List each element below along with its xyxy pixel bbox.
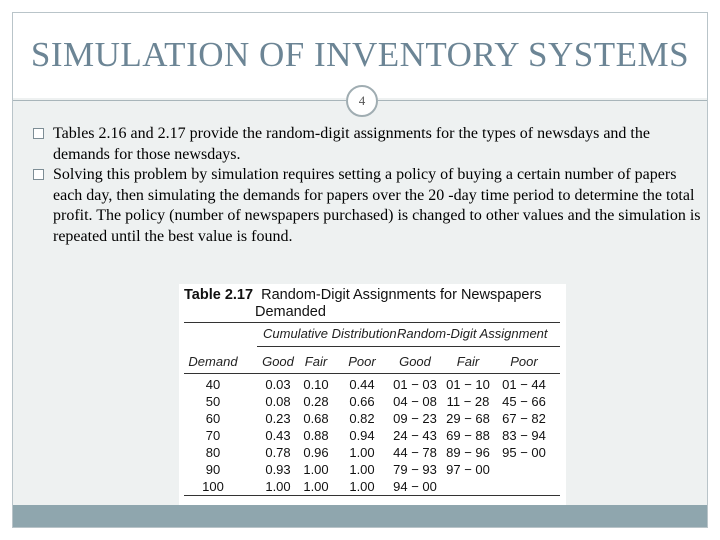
table-cell: 90 xyxy=(205,462,221,477)
slide-title: SIMULATION OF INVENTORY SYSTEMS xyxy=(30,35,690,74)
column-header: Good xyxy=(262,354,294,369)
title-divider-right xyxy=(378,100,707,101)
table-cell: 0.28 xyxy=(303,394,329,409)
table-cell: 24 − 43 xyxy=(393,428,437,443)
table-cell: 1.00 xyxy=(349,445,375,460)
table-cell: 0.88 xyxy=(303,428,329,443)
page-number-badge: 4 xyxy=(346,85,378,117)
header-bottom-rule xyxy=(184,373,560,374)
bullet-text: Tables 2.16 and 2.17 provide the random-digit assignments for the types of newsdays and the demands for those newsdays. xyxy=(53,125,650,163)
table-bottom-rule xyxy=(184,495,560,496)
table-cell: 0.82 xyxy=(349,411,375,426)
table-cell: 09 − 23 xyxy=(393,411,437,426)
table-cell: 1.00 xyxy=(349,462,375,477)
table-label: Table 2.17 xyxy=(184,287,254,303)
table-cell: 1.00 xyxy=(265,479,291,494)
table-cell: 100 xyxy=(202,479,224,494)
table-cell: 01 − 44 xyxy=(502,377,546,392)
table-cell: 60 xyxy=(205,411,221,426)
table-cell: 0.44 xyxy=(349,377,375,392)
table-cell: 29 − 68 xyxy=(446,411,490,426)
bullet-box-icon xyxy=(33,128,44,139)
table-cell: 45 − 66 xyxy=(502,394,546,409)
table-cell: 0.03 xyxy=(265,377,291,392)
table-cell: 0.23 xyxy=(265,411,291,426)
table-cell: 1.00 xyxy=(349,479,375,494)
table-cell: 0.43 xyxy=(265,428,291,443)
column-header: Fair xyxy=(456,354,480,369)
table-caption-line2: Demanded xyxy=(255,304,326,320)
column-header: Poor xyxy=(510,354,538,369)
table-cell: 83 − 94 xyxy=(502,428,546,443)
table-cell: 80 xyxy=(205,445,221,460)
column-header: Fair xyxy=(304,354,328,369)
bullet-box-icon xyxy=(33,169,44,180)
column-header: Poor xyxy=(348,354,376,369)
table-cell: 67 − 82 xyxy=(502,411,546,426)
table-cell: 89 − 96 xyxy=(446,445,490,460)
table-caption xyxy=(184,287,542,303)
footer-bar xyxy=(13,505,707,527)
table-2-17-image xyxy=(179,284,566,512)
table-caption-line1: Random-Digit Assignments for Newspapers xyxy=(261,287,542,303)
group-header-rule xyxy=(257,346,560,347)
table-cell: 95 − 00 xyxy=(502,445,546,460)
table-cell: 79 − 93 xyxy=(393,462,437,477)
table-cell: 0.78 xyxy=(265,445,291,460)
group-header-random-digit: Random-Digit Assignment xyxy=(397,326,548,341)
table-cell: 40 xyxy=(205,377,221,392)
table-cell: 01 − 10 xyxy=(446,377,490,392)
table-top-rule xyxy=(184,322,560,323)
table-cell: 0.10 xyxy=(303,377,329,392)
table-cell: 94 − 00 xyxy=(393,479,437,494)
table-cell: 0.08 xyxy=(265,394,291,409)
column-header: Demand xyxy=(188,354,238,369)
bullet-item xyxy=(33,165,708,247)
table-cell: 11 − 28 xyxy=(446,394,490,409)
column-header: Good xyxy=(399,354,431,369)
table-cell: 0.94 xyxy=(349,428,375,443)
group-header-cumulative: Cumulative Distribution xyxy=(263,326,397,341)
title-divider-left xyxy=(13,100,346,101)
table-cell: 97 − 00 xyxy=(446,462,490,477)
table-cell: 0.96 xyxy=(303,445,329,460)
table-cell: 0.66 xyxy=(349,394,375,409)
bullet-item xyxy=(33,124,708,165)
bullet-text: Solving this problem by simulation requires setting a policy of buying a certain number of papers each day, then simulating the demands for papers over the 20 -day time period to determine the total profit. The policy (number of newspapers purchased) is changed to other values and the simulation is repeated until the best value is found. xyxy=(53,166,701,245)
table-cell: 0.68 xyxy=(303,411,329,426)
table-cell: 01 − 03 xyxy=(393,377,437,392)
table-cell: 1.00 xyxy=(303,462,329,477)
table-cell: 50 xyxy=(205,394,221,409)
table-cell: 04 − 08 xyxy=(393,394,437,409)
table-cell: 44 − 78 xyxy=(393,445,437,460)
table-cell: 69 − 88 xyxy=(446,428,490,443)
table-cell: 70 xyxy=(205,428,221,443)
table-cell: 0.93 xyxy=(265,462,291,477)
bullet-list xyxy=(33,124,708,247)
table-cell: 1.00 xyxy=(303,479,329,494)
